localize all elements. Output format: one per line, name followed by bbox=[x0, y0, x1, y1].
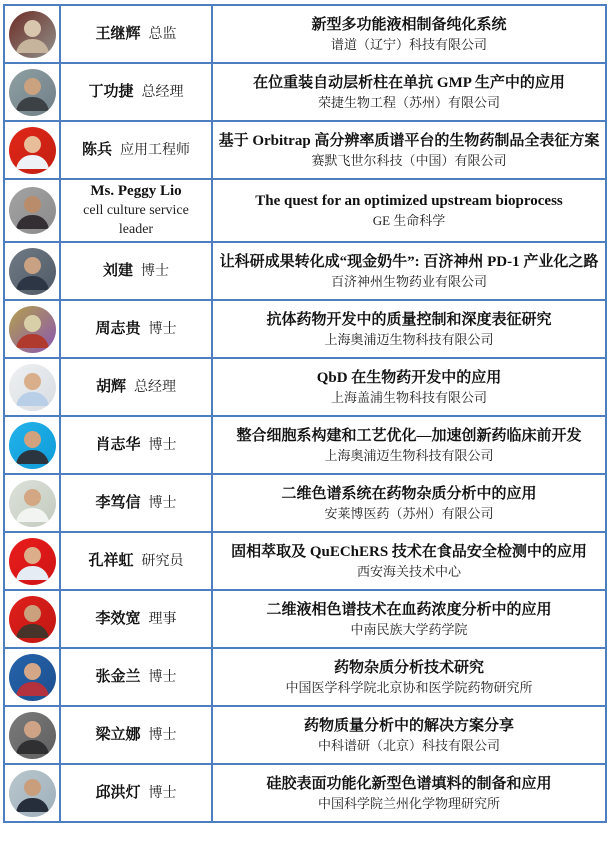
person-silhouette-icon bbox=[9, 480, 56, 527]
person-silhouette-icon bbox=[9, 187, 56, 234]
talk-title: 新型多功能液相制备纯化系统 bbox=[311, 16, 507, 33]
talk-cell bbox=[212, 764, 606, 822]
person-silhouette-icon bbox=[9, 538, 56, 585]
speaker-name-title bbox=[65, 668, 207, 687]
organization-name: 赛默飞世尔科技（中国）有限公司 bbox=[311, 152, 507, 168]
speaker-photo bbox=[9, 654, 56, 701]
speaker-cell bbox=[60, 300, 212, 358]
talk-title: 整合细胞系构建和工艺优化—加速创新药临床前开发 bbox=[236, 427, 582, 444]
talk-cell bbox=[212, 121, 606, 179]
speaker-name-title bbox=[65, 494, 207, 513]
talk-cell bbox=[212, 648, 606, 706]
organization-name: 上海奥浦迈生物科技有限公司 bbox=[324, 447, 494, 463]
speaker-name: Ms. Peggy Lio bbox=[90, 183, 182, 199]
speaker-title: 博士 bbox=[148, 785, 177, 801]
talk-title: 基于 Orbitrap 高分辨率质谱平台的生物药制品全表征方案 bbox=[218, 132, 600, 149]
organization-name: GE 生命科学 bbox=[372, 213, 446, 228]
photo-cell bbox=[4, 590, 60, 648]
organization-name: 上海盖浦生物科技有限公司 bbox=[330, 389, 487, 405]
speaker-name-title bbox=[65, 726, 207, 745]
speaker-cell bbox=[60, 416, 212, 474]
person-silhouette-icon bbox=[9, 306, 56, 353]
organization-name: 西安海关技术中心 bbox=[356, 563, 461, 579]
talk-cell bbox=[212, 5, 606, 63]
table-row bbox=[4, 63, 606, 121]
speaker-title: 总经理 bbox=[141, 84, 184, 100]
speaker-name: 邱洪灯 bbox=[95, 784, 141, 801]
person-silhouette-icon bbox=[9, 596, 56, 643]
speaker-cell bbox=[60, 179, 212, 242]
organization-name: 上海奥浦迈生物科技有限公司 bbox=[324, 331, 494, 347]
table-row bbox=[4, 764, 606, 822]
speaker-photo bbox=[9, 248, 56, 295]
speaker-cell bbox=[60, 242, 212, 300]
speaker-title: 研究员 bbox=[141, 553, 184, 569]
speaker-cell bbox=[60, 358, 212, 416]
photo-cell bbox=[4, 648, 60, 706]
organization-name: 谱道（辽宁）科技有限公司 bbox=[330, 36, 487, 52]
table-row bbox=[4, 648, 606, 706]
talk-cell bbox=[212, 706, 606, 764]
talk-title: 药物质量分析中的解决方案分享 bbox=[303, 717, 514, 734]
person-silhouette-icon bbox=[9, 127, 56, 174]
photo-cell bbox=[4, 532, 60, 590]
speaker-title: 博士 bbox=[148, 321, 177, 337]
table-row bbox=[4, 242, 606, 300]
speaker-title: 总监 bbox=[148, 26, 177, 42]
table-row bbox=[4, 416, 606, 474]
photo-cell bbox=[4, 474, 60, 532]
speaker-name: 刘建 bbox=[102, 262, 133, 279]
talk-title: 让科研成果转化成“现金奶牛”: 百济神州 PD-1 产业化之路 bbox=[219, 253, 599, 270]
speaker-cell bbox=[60, 121, 212, 179]
talk-title: 二维液相色谱技术在血药浓度分析中的应用 bbox=[266, 601, 552, 618]
speaker-name: 李笃信 bbox=[95, 494, 141, 511]
table-row bbox=[4, 5, 606, 63]
person-silhouette-icon bbox=[9, 11, 56, 58]
speaker-name: 梁立娜 bbox=[95, 726, 141, 743]
speaker-photo bbox=[9, 712, 56, 759]
speaker-photo bbox=[9, 364, 56, 411]
speaker-photo bbox=[9, 422, 56, 469]
speaker-photo bbox=[9, 127, 56, 174]
speaker-cell bbox=[60, 706, 212, 764]
talk-cell bbox=[212, 358, 606, 416]
photo-cell bbox=[4, 764, 60, 822]
talk-title: 硅胶表面功能化新型色谱填料的制备和应用 bbox=[266, 775, 552, 792]
table-row bbox=[4, 532, 606, 590]
organization-name: 百济神州生物药业有限公司 bbox=[330, 273, 487, 289]
photo-cell bbox=[4, 416, 60, 474]
talk-cell bbox=[212, 300, 606, 358]
organization-name: 荣捷生物工程（苏州）有限公司 bbox=[317, 94, 500, 110]
talk-title: 二维色谱系统在药物杂质分析中的应用 bbox=[281, 485, 537, 502]
talk-cell bbox=[212, 590, 606, 648]
talk-title: 抗体药物开发中的质量控制和深度表征研究 bbox=[266, 311, 552, 328]
speaker-name: 丁功捷 bbox=[88, 83, 134, 100]
speaker-photo bbox=[9, 596, 56, 643]
organization-name: 中南民族大学药学院 bbox=[350, 621, 468, 637]
speaker-title: 博士 bbox=[148, 437, 177, 453]
speaker-name-title bbox=[65, 182, 207, 239]
photo-cell bbox=[4, 63, 60, 121]
photo-cell bbox=[4, 5, 60, 63]
table-row bbox=[4, 474, 606, 532]
speaker-name: 肖志华 bbox=[95, 436, 141, 453]
organization-name: 中国医学科学院北京协和医学院药物研究所 bbox=[285, 679, 533, 695]
speaker-cell bbox=[60, 648, 212, 706]
speaker-title: 总经理 bbox=[134, 379, 176, 395]
speaker-name-title bbox=[65, 552, 207, 571]
speaker-photo bbox=[9, 11, 56, 58]
speaker-photo bbox=[9, 69, 56, 116]
talk-cell bbox=[212, 242, 606, 300]
speaker-cell bbox=[60, 764, 212, 822]
speaker-name-title bbox=[65, 436, 207, 455]
speaker-name: 王继辉 bbox=[95, 25, 141, 42]
speaker-title: cell culture service leader bbox=[83, 203, 189, 237]
talk-cell bbox=[212, 63, 606, 121]
speaker-title: 博士 bbox=[141, 263, 169, 279]
table-row bbox=[4, 300, 606, 358]
talk-title: QbD 在生物药开发中的应用 bbox=[316, 369, 502, 386]
speaker-photo bbox=[9, 306, 56, 353]
photo-cell bbox=[4, 300, 60, 358]
speaker-name: 李效宽 bbox=[95, 610, 141, 627]
person-silhouette-icon bbox=[9, 712, 56, 759]
organization-name: 中科谱研（北京）科技有限公司 bbox=[317, 737, 500, 753]
table-row bbox=[4, 706, 606, 764]
speaker-name-title bbox=[65, 141, 207, 160]
speaker-table bbox=[3, 4, 607, 823]
photo-cell bbox=[4, 358, 60, 416]
person-silhouette-icon bbox=[9, 770, 56, 817]
speaker-name: 张金兰 bbox=[95, 668, 141, 685]
speaker-name-title bbox=[65, 320, 207, 339]
person-silhouette-icon bbox=[9, 654, 56, 701]
person-silhouette-icon bbox=[9, 69, 56, 116]
talk-cell bbox=[212, 532, 606, 590]
person-silhouette-icon bbox=[9, 422, 56, 469]
speaker-name: 周志贵 bbox=[95, 320, 141, 337]
photo-cell bbox=[4, 121, 60, 179]
table-row bbox=[4, 121, 606, 179]
photo-cell bbox=[4, 242, 60, 300]
speaker-photo bbox=[9, 187, 56, 234]
speaker-name-title bbox=[65, 83, 207, 102]
person-silhouette-icon bbox=[9, 364, 56, 411]
speaker-title: 理事 bbox=[148, 611, 177, 627]
speaker-photo bbox=[9, 480, 56, 527]
talk-title: 固相萃取及 QuEChERS 技术在食品安全检测中的应用 bbox=[231, 543, 587, 560]
talk-cell bbox=[212, 179, 606, 242]
person-silhouette-icon bbox=[9, 248, 56, 295]
talk-title: 药物杂质分析技术研究 bbox=[333, 659, 484, 676]
speaker-cell bbox=[60, 474, 212, 532]
speaker-name: 陈兵 bbox=[81, 141, 112, 158]
talk-title: 在位重装自动层析柱在单抗 GMP 生产中的应用 bbox=[253, 74, 565, 91]
speaker-name-title bbox=[65, 262, 207, 281]
speaker-name-title bbox=[65, 610, 207, 629]
photo-cell bbox=[4, 706, 60, 764]
speaker-cell bbox=[60, 590, 212, 648]
speaker-photo bbox=[9, 770, 56, 817]
table-row bbox=[4, 590, 606, 648]
speaker-cell bbox=[60, 532, 212, 590]
organization-name: 安莱博医药（苏州）有限公司 bbox=[324, 505, 494, 521]
speaker-name-title bbox=[65, 784, 207, 803]
speaker-table-body bbox=[4, 5, 606, 822]
speaker-name-title bbox=[65, 378, 207, 397]
organization-name: 中国科学院兰州化学物理研究所 bbox=[317, 795, 500, 811]
speaker-cell bbox=[60, 63, 212, 121]
speaker-title: 博士 bbox=[148, 727, 177, 743]
table-row bbox=[4, 358, 606, 416]
speaker-title: 博士 bbox=[148, 669, 177, 685]
talk-cell bbox=[212, 474, 606, 532]
speaker-title: 博士 bbox=[148, 495, 177, 511]
speaker-cell bbox=[60, 5, 212, 63]
speaker-title: 应用工程师 bbox=[120, 142, 190, 158]
speaker-name: 胡辉 bbox=[95, 378, 126, 395]
speaker-photo bbox=[9, 538, 56, 585]
table-row bbox=[4, 179, 606, 242]
speaker-name-title bbox=[65, 25, 207, 44]
talk-title: The quest for an optimized upstream bioprocess bbox=[255, 193, 563, 209]
photo-cell bbox=[4, 179, 60, 242]
talk-cell bbox=[212, 416, 606, 474]
speaker-name: 孔祥虹 bbox=[88, 552, 134, 569]
